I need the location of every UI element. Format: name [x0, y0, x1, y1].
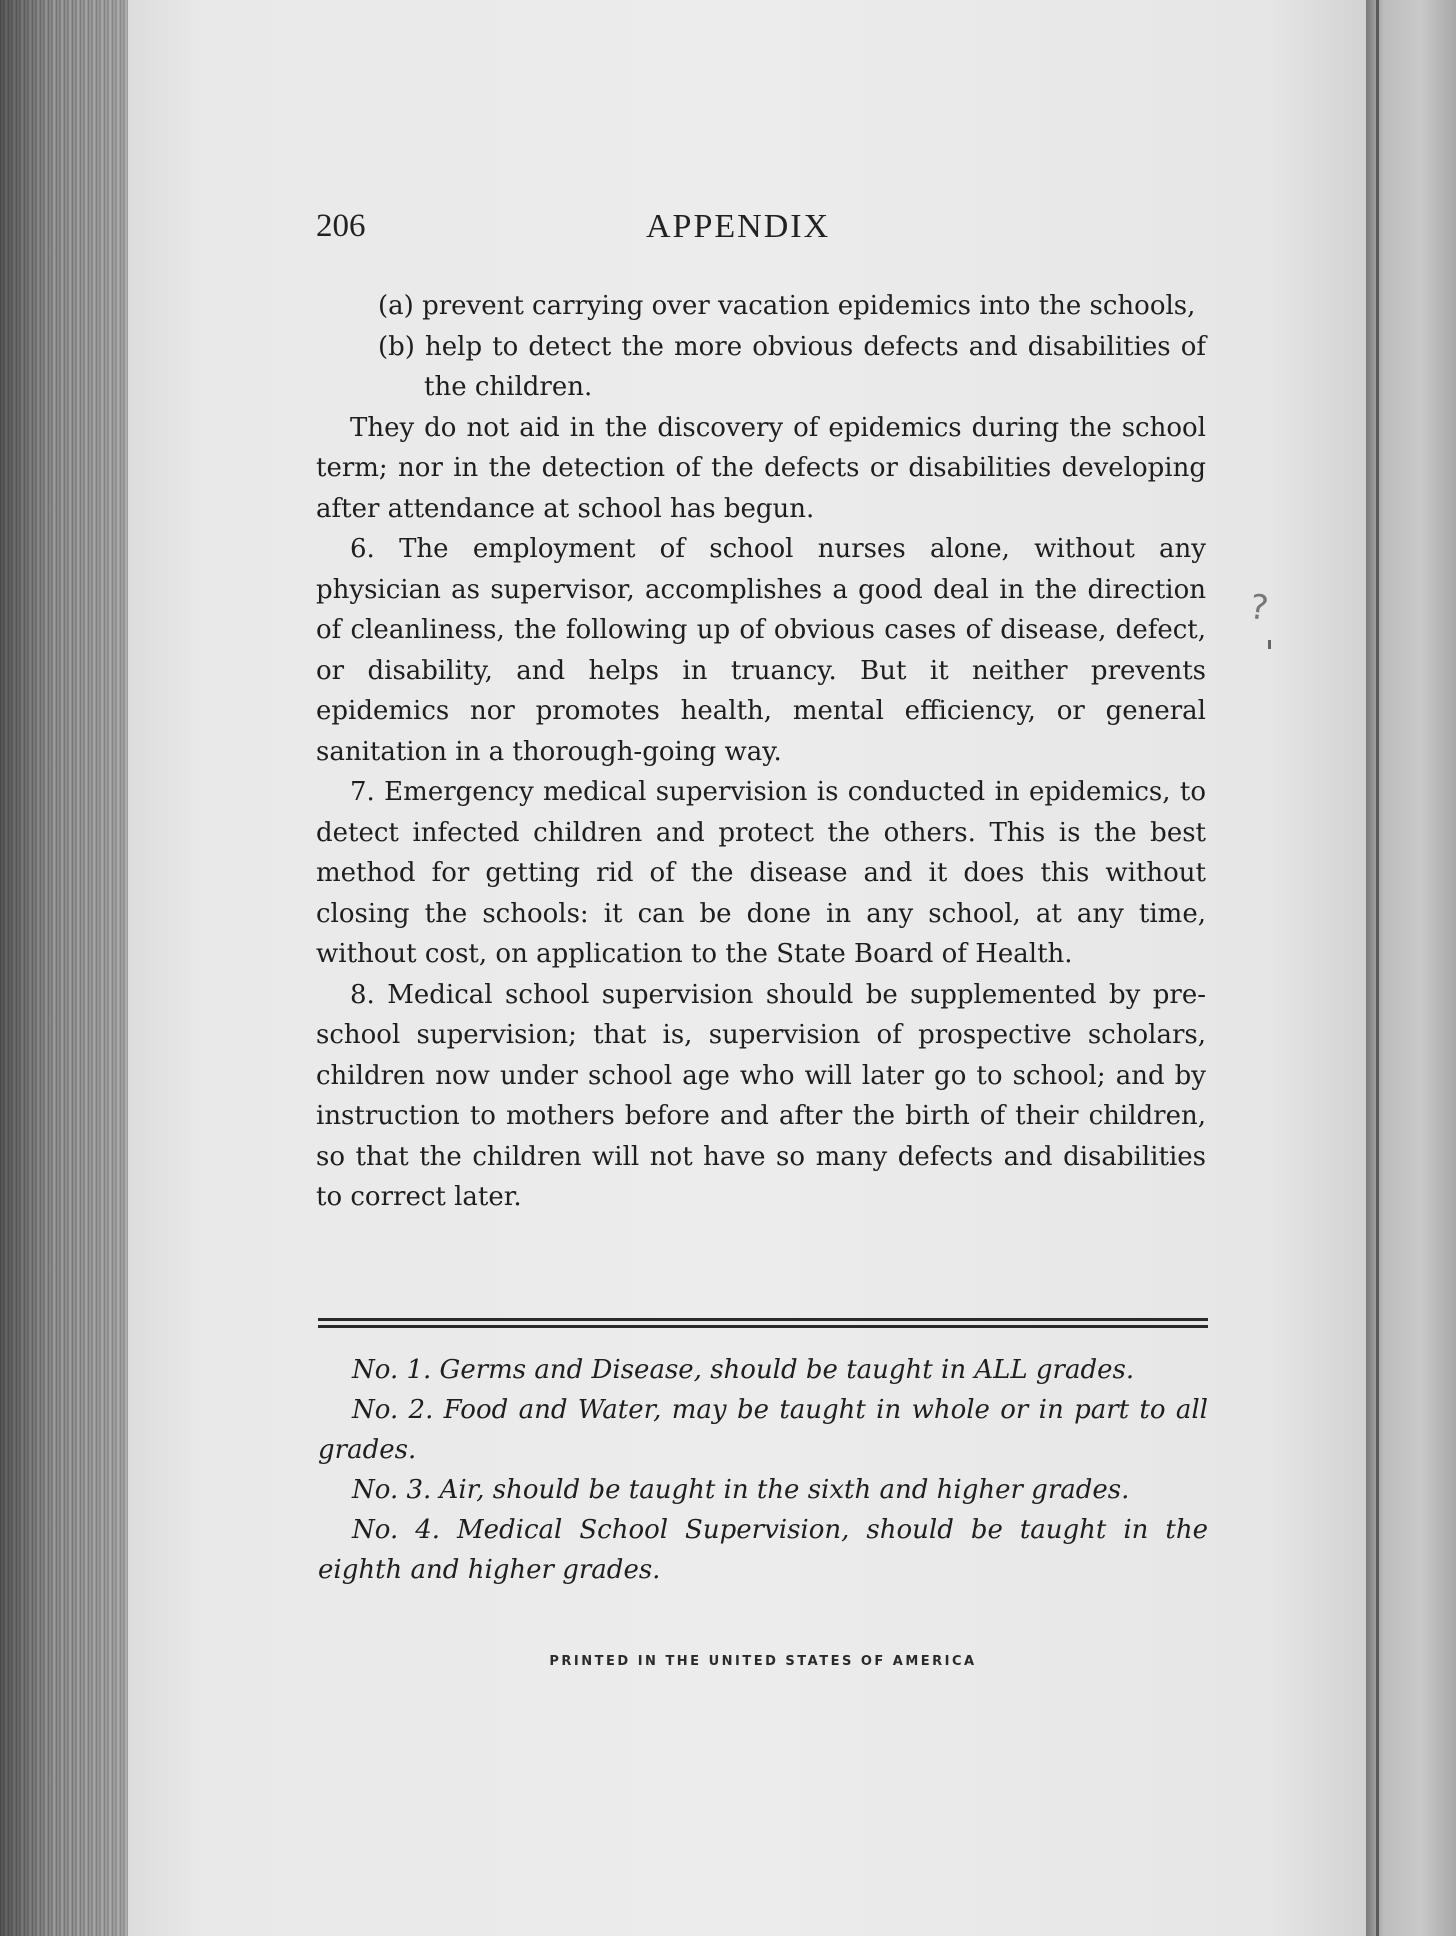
note-line: No. 4. Medical School Supervision, should be taught in the eighth and higher grades.	[318, 1515, 1208, 1585]
book-page-stack-edge	[0, 0, 130, 1936]
list-text-b: help to detect the more obvious defects and disabilities of the children.	[424, 331, 1207, 402]
margin-pencil-dot	[1268, 640, 1271, 649]
list-item-b	[316, 327, 1206, 408]
paragraph: 6. The employment of school nurses alone, without any physician as supervisor, accomplishes a good deal in the direction of cleanliness, the following up of obvious cases of disease, defect, or disability, and helps in truancy. But it neither prevents epidemics nor promotes health, mental efficiency, or general sanitation in a thorough-going way.	[316, 534, 1206, 767]
list-marker-b: (b)	[378, 331, 415, 362]
list-text-a: prevent carrying over vacation epidemics into the schools,	[422, 291, 1196, 321]
double-rule-divider	[318, 1318, 1208, 1330]
paragraph: 8. Medical school supervision should be supplemented by pre-school supervision; that is, supervision of prospective scholars, children now under school age who will later go to school; and by instruction to mothers before and after the birth of their children, so that the children will not have so many defects and disabilities to correct later.	[316, 979, 1206, 1212]
paragraph: 7. Emergency medical supervision is conducted in epidemics, to detect infected children and protect the others. This is the best method for getting rid of the disease and it does this without closing the schools: it can be done in any school, at any time, without cost, on application to the State Board of Health.	[316, 777, 1206, 969]
lesson-notes	[318, 1350, 1208, 1590]
rule-line-top	[318, 1318, 1208, 1321]
body-text	[316, 286, 1206, 1218]
note-line: No. 1. Germs and Disease, should be taught in ALL grades.	[352, 1355, 1135, 1385]
list-marker-a: (a)	[378, 291, 414, 321]
rule-line-bottom	[318, 1325, 1208, 1328]
running-head: APPENDIX	[646, 208, 831, 245]
handwritten-margin-mark: ?	[1247, 586, 1271, 630]
printer-imprint: PRINTED IN THE UNITED STATES OF AMERICA	[549, 1654, 977, 1669]
paragraph: They do not aid in the discovery of epidemics during the school term; nor in the detection of the defects or disabilities developing after attendance at school has begun.	[316, 412, 1206, 524]
page-number: 206	[316, 208, 366, 244]
note-line: No. 3. Air, should be taught in the sixth and higher grades.	[352, 1475, 1130, 1505]
note-line: No. 2. Food and Water, may be taught in whole or in part to all grades.	[318, 1395, 1208, 1465]
list-item-a	[316, 286, 1206, 327]
page-header	[316, 208, 1206, 258]
book-right-edge	[1366, 0, 1456, 1936]
